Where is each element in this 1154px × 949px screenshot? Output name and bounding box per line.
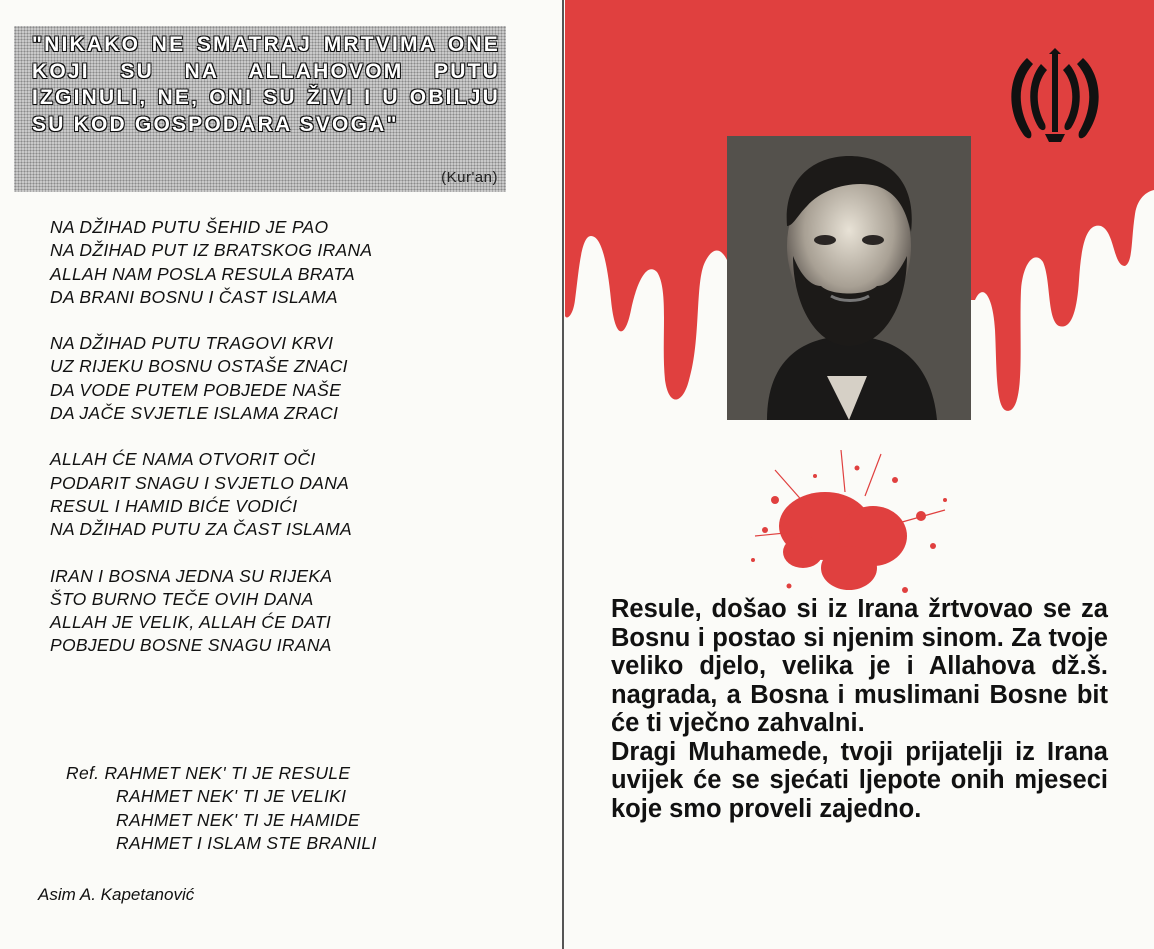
message-paragraph: Dragi Muhamede, tvoji prijatelji iz Irana uvijek će se sjećati ljepote onih mjeseci koje smo proveli zajedno. <box>611 737 1108 823</box>
left-page <box>0 0 562 949</box>
poem-author: Asim A. Kapetanović <box>38 885 195 904</box>
poem-stanza-3 <box>50 448 540 541</box>
poem-line: NA DŽIHAD PUTU ŠEHID JE PAO <box>50 217 329 237</box>
dedication-message <box>611 595 1108 823</box>
poem-line: POBJEDU BOSNE SNAGU IRANA <box>50 635 332 656</box>
poem-stanza-4 <box>50 565 540 658</box>
poem-line: NA DŽIHAD PUTU TRAGOVI KRVI <box>50 333 334 354</box>
poem-line: NA DŽIHAD PUTU ZA ČAST ISLAMA <box>50 519 353 540</box>
message-paragraph: Resule, došao si iz Irana žrtvovao se za Bosnu i postao si njenim sinom. Za tvoje veliko djelo, velika je i Allahova dž.š. nagrada, a Bosna i muslimani Bosne bit će ti vječno zahvalni. <box>611 595 1108 737</box>
poem-line: IRAN I BOSNA JEDNA SU RIJEKA <box>50 565 333 586</box>
blood-splatter <box>745 440 965 610</box>
poem-line: PODARIT SNAGU I SVJETLO DANA <box>50 472 350 493</box>
poem-line: ALLAH NAM POSLA RESULA BRATA <box>50 263 356 284</box>
refrain-line: RAHMET NEK' TI JE VELIKI <box>116 786 347 807</box>
poem-line: UZ RIJEKU BOSNU OSTAŠE ZNACI <box>50 356 348 377</box>
poem-line: NA DŽIHAD PUT IZ BRATSKOG IRANA <box>50 240 373 261</box>
right-page <box>565 0 1154 949</box>
emblem-of-iran-icon <box>1005 48 1105 146</box>
refrain-line: RAHMET NEK' TI JE HAMIDE <box>116 809 360 830</box>
refrain-line: RAHMET I ISLAM STE BRANILI <box>116 832 377 853</box>
poem-refrain <box>66 762 377 855</box>
refrain-line: Ref. RAHMET NEK' TI JE RESULE <box>66 763 351 783</box>
poem-line: DA JAČE SVJETLE ISLAMA ZRACI <box>50 403 339 424</box>
quran-quote-text: "NIKAKO NE SMATRAJ MRTVIMA ONE KOJI SU NA ALLAHOVOM PUTU IZGINULI, NE, ONI SU ŽIVI I U OBILJU SU KOD GOSPODARA SVOGA" <box>32 33 500 136</box>
poem-line: RESUL I HAMID BIĆE VODIĆI <box>50 495 298 516</box>
poem-line: ALLAH ĆE NAMA OTVORIT OČI <box>50 449 316 470</box>
poem-stanza-1 <box>50 216 540 309</box>
quran-quote-source: (Kur'an) <box>441 169 498 186</box>
poem-line: ALLAH JE VELIK, ALLAH ĆE DATI <box>50 612 332 633</box>
page-fold-divider <box>562 0 564 949</box>
poem <box>50 216 540 681</box>
poem-line: ŠTO BURNO TEČE OVIH DANA <box>50 588 314 609</box>
poem-stanza-2 <box>50 332 540 425</box>
quran-quote-box <box>14 26 506 192</box>
poem-line: DA BRANI BOSNU I ČAST ISLAMA <box>50 286 338 307</box>
portrait-photo <box>727 136 971 420</box>
poem-line: DA VODE PUTEM POBJEDE NAŠE <box>50 379 342 400</box>
